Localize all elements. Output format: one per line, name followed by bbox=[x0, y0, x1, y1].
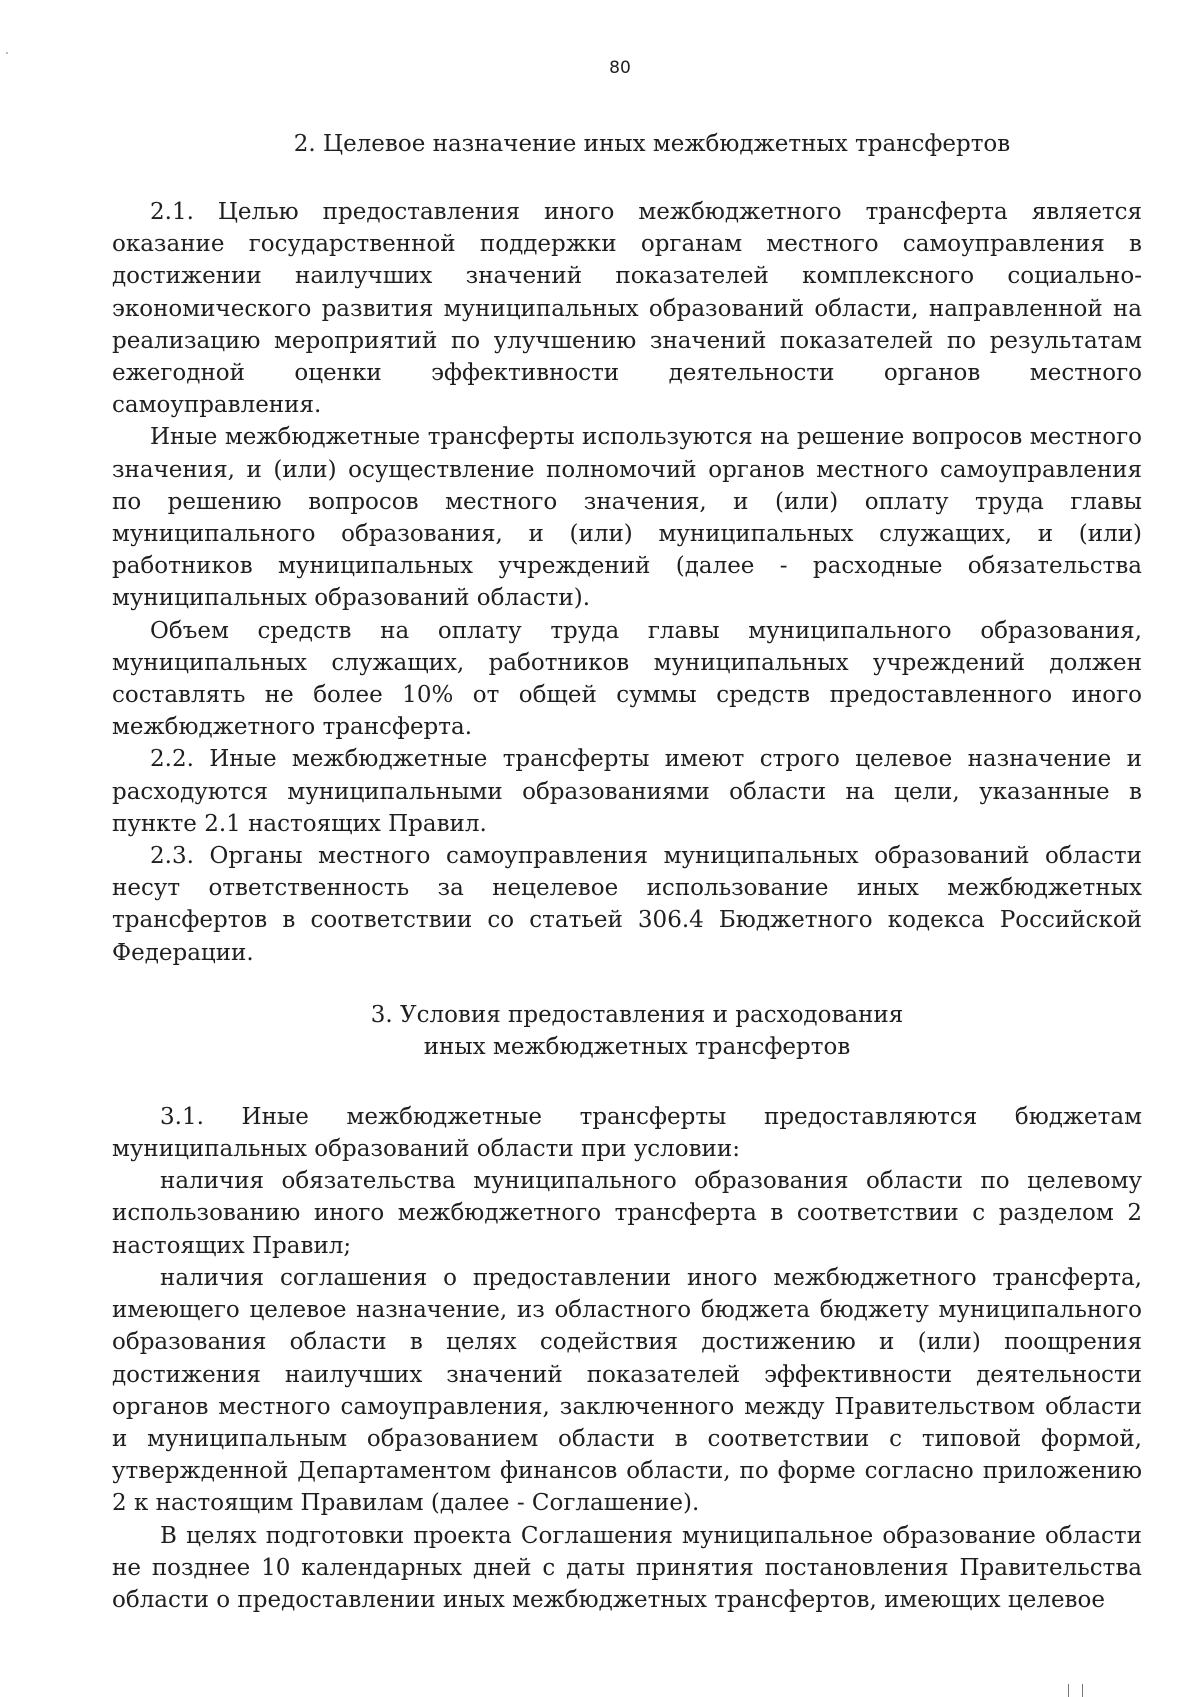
section-3-heading-line-1: 3. Условия предоставления и расходования bbox=[370, 1001, 904, 1028]
paragraph-3-1-condition-obligation: наличия обязательства муниципального образования области по целевому использованию иного межбюджетного трансферта в соответствии с разделом 2 настоящих Правил; bbox=[112, 1168, 1142, 1259]
scan-edge-mark bbox=[1082, 1684, 1083, 1697]
paragraph-2-1-volume: Объем средств на оплату труда главы муниципального образования, муниципальных служащих, работников муниципальных учреждений должен составлять не более 10% от общей суммы средств предоставленного иного межбюджетного трансферта. bbox=[112, 617, 1142, 741]
paragraph-2-1-uses: Иные межбюджетные трансферты используются на решение вопросов местного значения, и (или) осуществление полномочий органов местного самоуправления по решению вопросов местного значения, и (или) оплату труда главы муниципального образования, и (или) муниципальных служащих, и (или) работников муниципальных учреждений (далее - расходные обязательства муниципальных образований области). bbox=[112, 424, 1142, 612]
section-2-heading-text: 2. Целевое назначение иных межбюджетных трансфертов bbox=[293, 131, 1011, 157]
paragraph-2-2: 2.2. Иные межбюджетные трансферты имеют строго целевое назначение и расходуются муниципальными образованиями области на цели, указанные в пункте 2.1 настоящих Правил. bbox=[112, 746, 1142, 837]
section-3-heading bbox=[112, 999, 1142, 1063]
page-number: 80 bbox=[609, 58, 631, 78]
scan-edge-mark bbox=[1068, 1684, 1069, 1697]
paragraph-2-3: 2.3. Органы местного самоуправления муниципальных образований области несут ответственность за нецелевое использование иных межбюджетных трансфертов в соответствии со статьей 306.4 Бюджетного кодекса Российской Федерации. bbox=[112, 843, 1142, 966]
scan-speck bbox=[6, 52, 8, 54]
paragraph-3-1-condition-agreement: наличия соглашения о предоставлении иного межбюджетного трансферта, имеющего целевое назначение, из областного бюджета бюджету муниципального образования области в целях содействия достижению и (или) поощрения достижения наилучших значений показателей эффективности деятельности органов местного самоуправления, заключенного между Правительством области и муниципальным образованием области в соответствии с типовой формой, утвержденной Департаментом финансов области, по форме согласно приложению 2 к настоящим Правилам (далее - Соглашение). bbox=[112, 1264, 1142, 1517]
paragraph-3-1-agreement-preparation: В целях подготовки проекта Соглашения муниципальное образование области не позднее 10 календарных дней с даты принятия постановления Правительства области о предоставлении иных межбюджетных трансфертов, имеющих целевое bbox=[112, 1522, 1142, 1613]
paragraph-2-1: 2.1. Целью предоставления иного межбюджетного трансферта является оказание государственной поддержки органам местного самоуправления в достижении наилучших значений показателей комплексного социально-экономического развития муниципальных образований области, направленной на реализацию мероприятий по улучшению значений показателей по результатам ежегодной оценки эффективности деятельности органов местного самоуправления. bbox=[112, 199, 1142, 419]
document-body bbox=[112, 128, 1142, 1616]
section-3-heading-line-2: иных межбюджетных трансфертов bbox=[423, 1033, 851, 1060]
paragraph-3-1: 3.1. Иные межбюджетные трансферты предоставляются бюджетам муниципальных образований области при условии: bbox=[112, 1103, 1142, 1163]
section-2-heading bbox=[112, 128, 1142, 160]
